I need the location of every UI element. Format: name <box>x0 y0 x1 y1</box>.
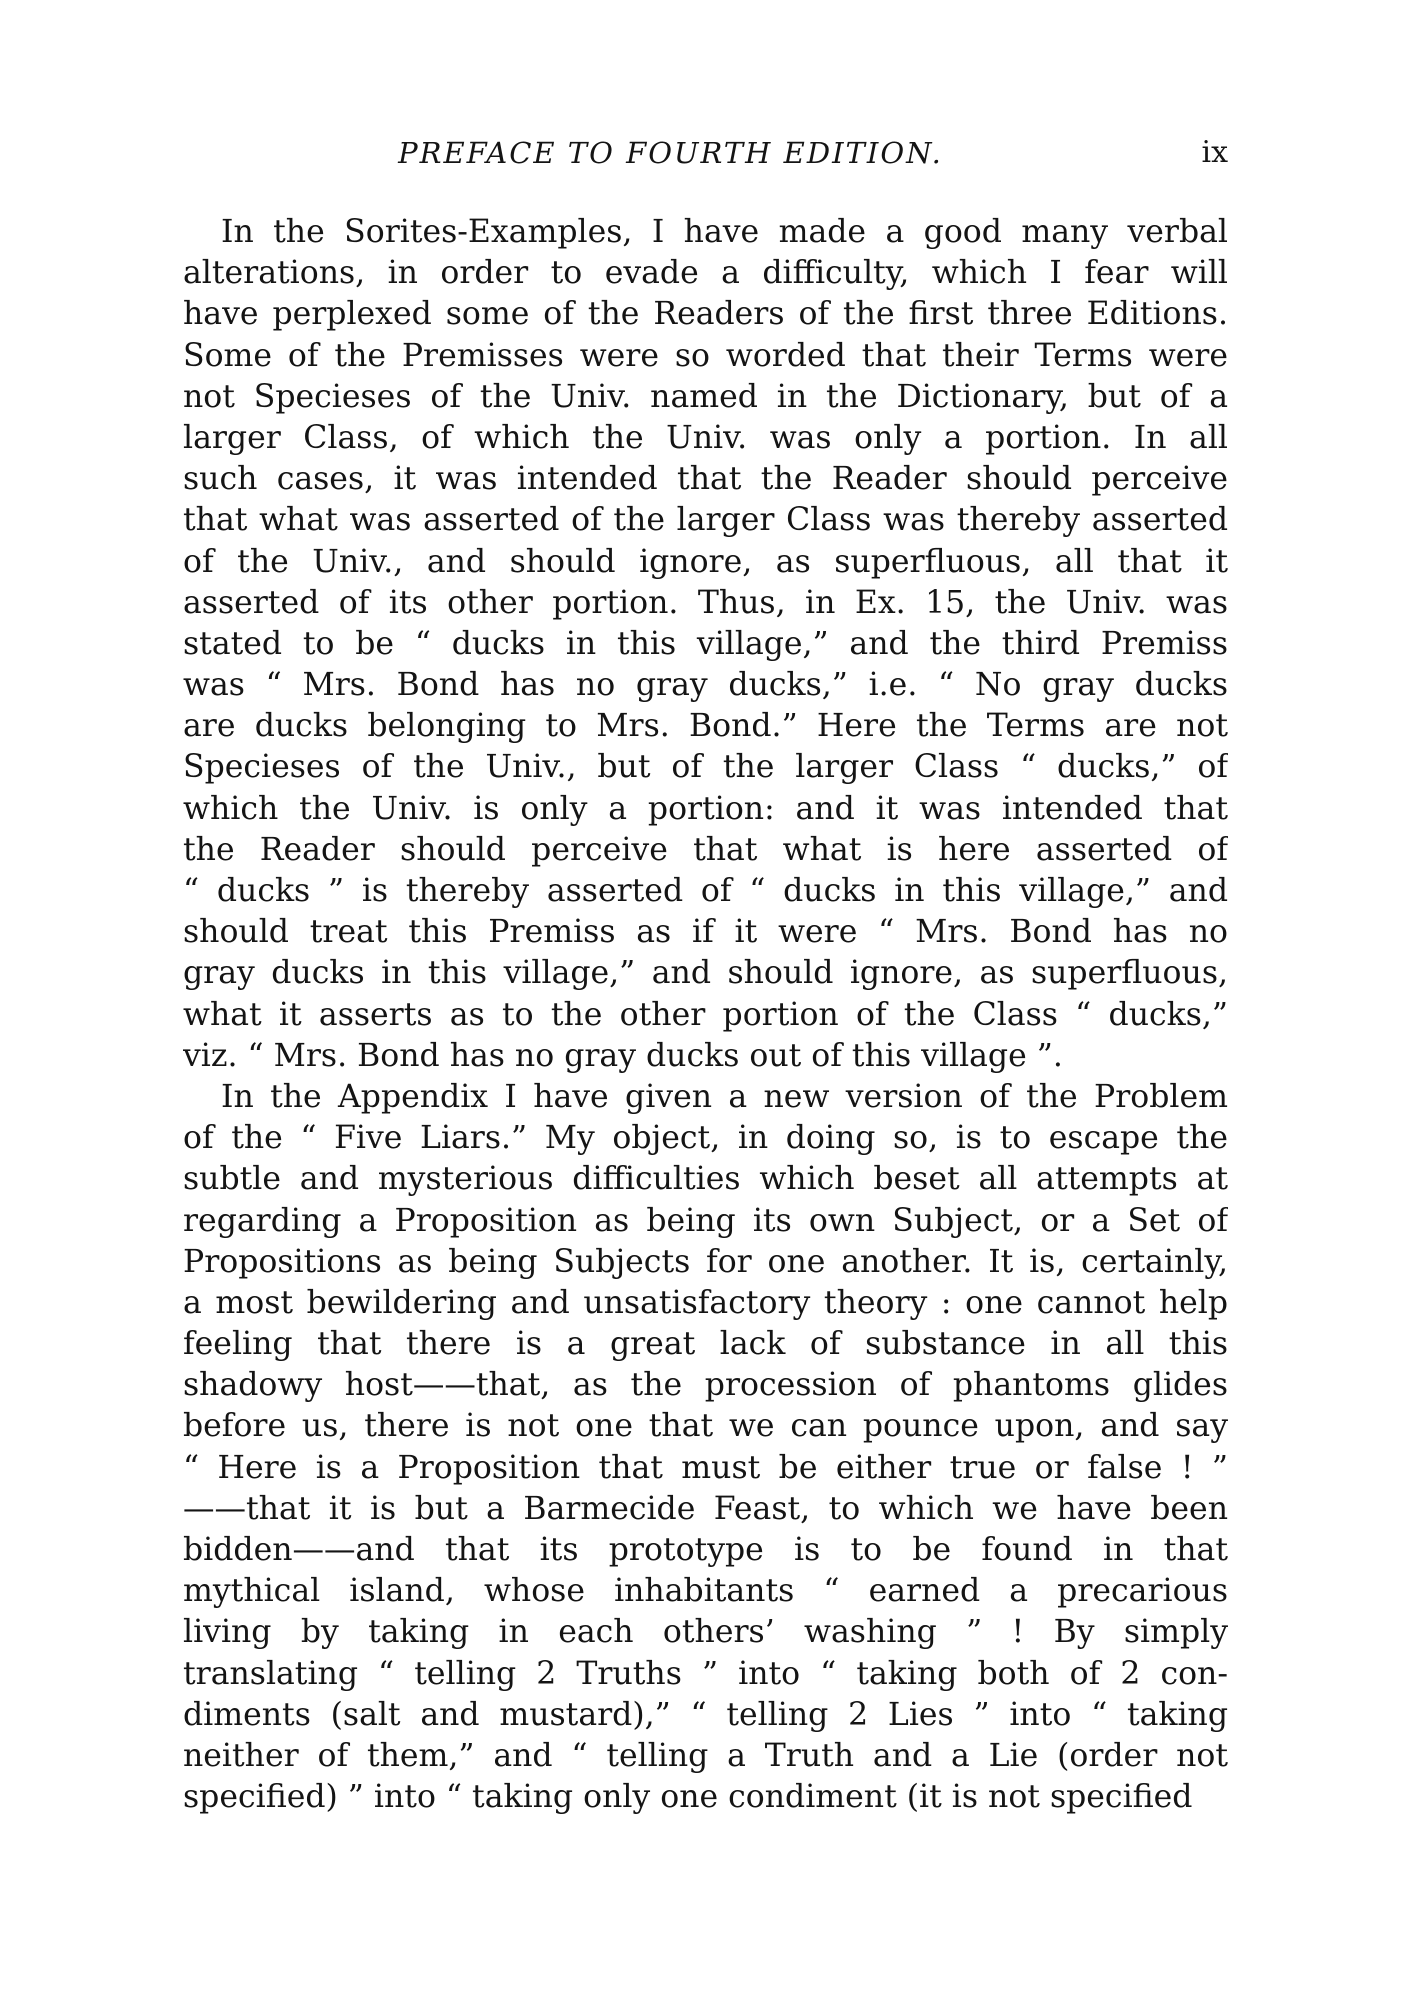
text-line: specified) ” into “ taking only one condiment (it is not specified <box>183 1779 1193 1816</box>
text-line: living by taking in each others’ washing ” ! By simply <box>183 1614 1228 1651</box>
text-line: bidden——and that its prototype is to be found in that <box>183 1532 1228 1568</box>
text-line: was “ Mrs. Bond has no gray ducks,” i.e. “ No gray ducks <box>183 667 1228 704</box>
text-line: are ducks belonging to Mrs. Bond.” Here the Terms are not <box>183 708 1228 745</box>
text-line: that what was asserted of the larger Class was thereby asserted <box>183 502 1228 539</box>
text-line: “ Here is a Proposition that must be either true or false ! ” <box>183 1449 1228 1486</box>
text-line: what it asserts as to the other portion of the Class “ ducks,” <box>183 996 1228 1033</box>
text-line: Specieses of the Univ., but of the larger Class “ ducks,” of <box>183 749 1228 786</box>
text-line: alterations, in order to evade a difficulty, which I fear will <box>183 255 1228 292</box>
text-line: diments (salt and mustard),” “ telling 2 Lies ” into “ taking <box>183 1696 1228 1733</box>
text-line: Propositions as being Subjects for one another. It is, certainly, <box>183 1243 1228 1280</box>
text-line: Some of the Premisses were so worded that their Terms were <box>183 337 1228 374</box>
text-line: asserted of its other portion. Thus, in Ex. 15, the Univ. was <box>183 584 1228 621</box>
text-line: neither of them,” and “ telling a Truth and a Lie (order not <box>183 1737 1228 1774</box>
text-line: should treat this Premiss as if it were “ Mrs. Bond has no <box>183 914 1228 951</box>
text-line: a most bewildering and unsatisfactory theory : one cannot help <box>183 1284 1228 1321</box>
text-line: ——that it is but a Barmecide Feast, to which we have been <box>183 1490 1228 1527</box>
text-line: In the Appendix I have given a new version of the Problem <box>221 1078 1228 1115</box>
text-line: stated to be “ ducks in this village,” and the third Premiss <box>183 625 1228 662</box>
text-line: shadowy host——that, as the procession of phantoms glides <box>183 1367 1228 1404</box>
text-line: In the Sorites-Examples, I have made a good many verbal <box>221 214 1228 250</box>
text-line: larger Class, of which the Univ. was only a portion. In all <box>183 419 1228 456</box>
text-line: viz. “ Mrs. Bond has no gray ducks out of this village ”. <box>183 1037 1063 1074</box>
text-line: gray ducks in this village,” and should ignore, as superfluous, <box>183 955 1228 992</box>
text-line: have perplexed some of the Readers of the first three Editions. <box>183 296 1228 333</box>
text-line: subtle and mysterious difficulties which beset all attempts at <box>183 1161 1228 1198</box>
text-line: of the Univ., and should ignore, as superfluous, all that it <box>183 543 1228 580</box>
body-text <box>183 212 1228 1818</box>
text-line: mythical island, whose inhabitants “ earned a precarious <box>183 1573 1228 1610</box>
text-line: of the “ Five Liars.” My object, in doing so, is to escape the <box>183 1120 1228 1157</box>
text-line: not Specieses of the Univ. named in the Dictionary, but of a <box>183 378 1228 415</box>
text-line: feeling that there is a great lack of substance in all this <box>183 1326 1228 1363</box>
text-line: the Reader should perceive that what is here asserted of <box>183 831 1228 868</box>
text-line: translating “ telling 2 Truths ” into “ taking both of 2 con- <box>183 1655 1228 1692</box>
text-line: “ ducks ” is thereby asserted of “ ducks in this village,” and <box>183 873 1228 909</box>
page-number: ix <box>1201 135 1228 170</box>
text-line: which the Univ. is only a portion: and it was intended that <box>183 790 1228 827</box>
text-line: regarding a Proposition as being its own Subject, or a Set of <box>183 1202 1228 1239</box>
text-line: before us, there is not one that we can pounce upon, and say <box>183 1408 1228 1445</box>
running-head <box>183 130 1228 176</box>
running-title: PREFACE TO FOURTH EDITION. <box>398 136 943 170</box>
text-line: such cases, it was intended that the Reader should perceive <box>183 461 1228 498</box>
